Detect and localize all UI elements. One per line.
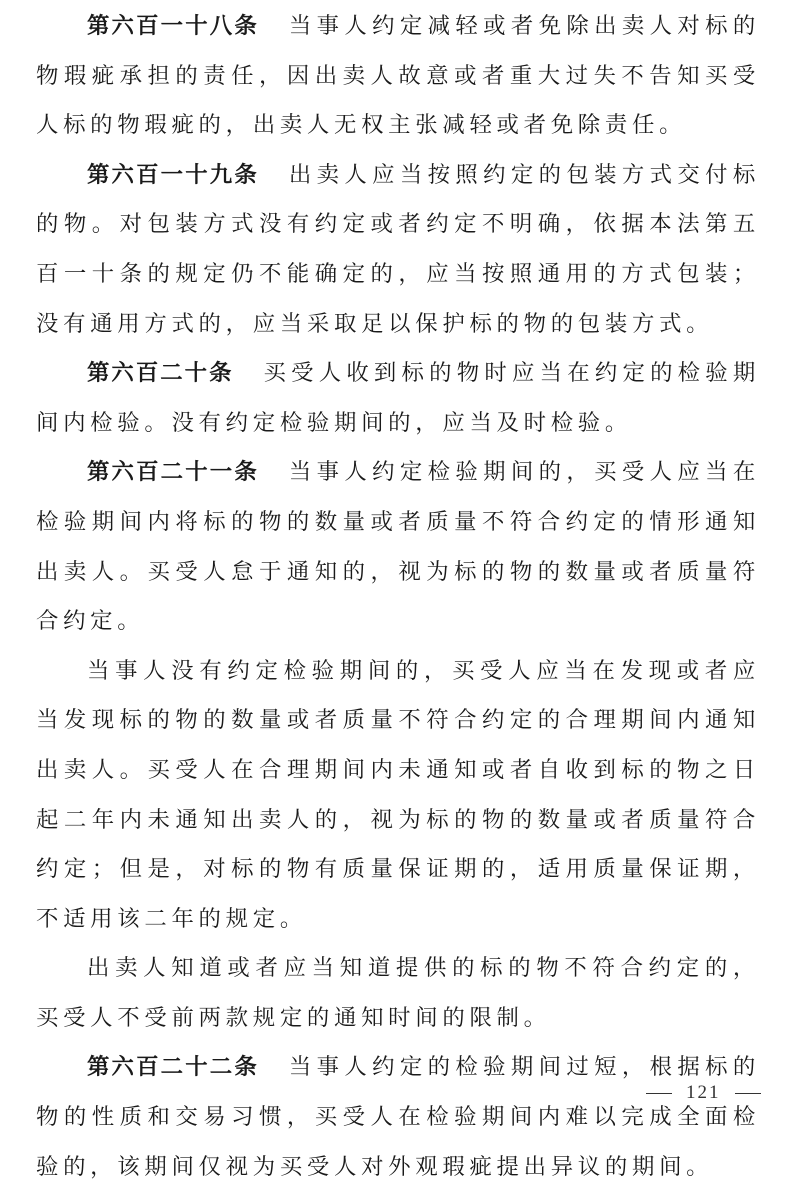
left-dash [646, 1093, 672, 1094]
right-dash [735, 1093, 761, 1094]
article-text: 当事人约定的检验期间过短，根据标的物的性质和交易习惯，买受人在检验期间内难以完成全面检验的，该期间仅视为买受人对外观瑕疵提出异议的期间。 [36, 1054, 761, 1180]
article-text: 买受人收到标的物时应当在约定的检验期间内检验。没有约定检验期间的，应当及时检验。 [36, 360, 760, 436]
page-number-footer [646, 1082, 761, 1104]
article-622 [36, 1043, 760, 1192]
article-620 [36, 349, 760, 448]
article-number: 第六百二十一条 [87, 459, 259, 486]
page-content [36, 2, 760, 1192]
article-number: 第六百二十条 [87, 360, 234, 387]
article-text: 出卖人应当按照约定的包装方式交付标的物。对包装方式没有约定或者约定不明确，依据本法第五百一十条的规定仍不能确定的，应当按照通用的方式包装；没有通用方式的，应当采取足以保护标的物的包装方式。 [36, 161, 761, 337]
article-number: 第六百一十八条 [87, 13, 259, 39]
article-text: 当事人约定减轻或者免除出卖人对标的物瑕疵承担的责任，因出卖人故意或者重大过失不告知买受人标的物瑕疵的，出卖人无权主张减轻或者免除责任。 [36, 13, 761, 139]
article-621 [36, 448, 760, 646]
article-621-paragraph-2: 当事人没有约定检验期间的，买受人应当在发现或者应当发现标的物的数量或者质量不符合约定的合理期间内通知出卖人。买受人在合理期间内未通知或者自收到标的物之日起二年内未通知出卖人的，视为标的物的数量或者质量符合约定；但是，对标的物有质量保证期的，适用质量保证期，不适用该二年的规定。 [36, 657, 760, 932]
article-619 [36, 151, 760, 349]
article-number: 第六百一十九条 [87, 161, 259, 188]
page-number: 121 [686, 1082, 721, 1103]
article-number: 第六百二十二条 [87, 1054, 259, 1081]
article-618 [36, 2, 760, 151]
article-621-paragraph-3: 出卖人知道或者应当知道提供的标的物不符合约定的，买受人不受前两款规定的通知时间的限制。 [36, 955, 760, 1031]
article-text: 当事人约定检验期间的，买受人应当在检验期间内将标的物的数量或者质量不符合约定的情形通知出卖人。买受人怠于通知的，视为标的物的数量或者质量符合约定。 [36, 459, 761, 635]
